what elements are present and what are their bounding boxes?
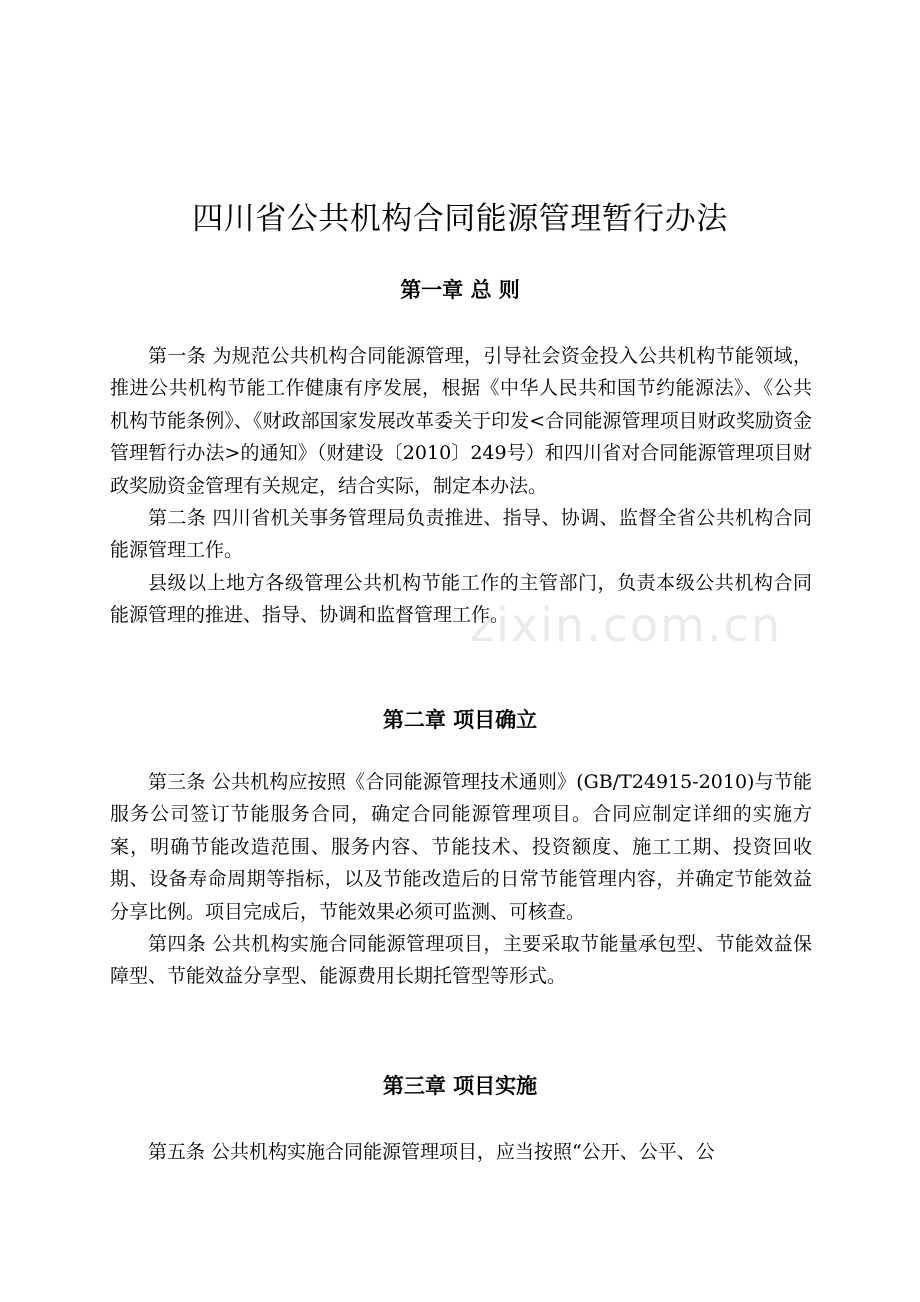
watermark: zixin.com.cn	[470, 598, 783, 652]
article-5: 第五条 公共机构实施合同能源管理项目，应当按照“公开、公平、公	[148, 1141, 715, 1163]
document-title: 四川省公共机构合同能源管理暂行办法	[192, 201, 728, 237]
chapter-1-body	[110, 340, 812, 632]
article-4: 第四条 公共机构实施合同能源管理项目，主要采取节能量承包型、节能效益保障型、节能效益分享型、能源费用长期托管型等形式。	[110, 933, 812, 988]
article-2-para-2: 县级以上地方各级管理公共机构节能工作的主管部门，负责本级公共机构合同能源管理的推进、指导、协调和监督管理工作。	[110, 571, 812, 627]
article-2: 第二条 四川省机关事务管理局负责推进、指导、协调、监督全省公共机构合同能源管理工作。	[110, 507, 812, 562]
chapter-3-heading: 第三章 项目实施	[382, 1074, 538, 1098]
article-1: 第一条 为规范公共机构合同能源管理，引导社会资金投入公共机构节能领域，推进公共机构节能工作健康有序发展，根据《中华人民共和国节约能源法》、《公共机构节能条例》、《财政部国家发展改革委关于印发<合同能源管理项目财政奖励资金管理暂行办法>的通知》（财建设〔2010〕249号）和四川省对合同能源管理项目财政奖励资金管理有关规定，结合实际，制定本办法。	[110, 345, 812, 497]
chapter-1-heading: 第一章 总 则	[400, 278, 520, 302]
chapter-3-body	[110, 1136, 812, 1168]
article-3: 第三条 公共机构应按照《合同能源管理技术通则》(GB/T24915-2010)与节能服务公司签订节能服务合同，确定合同能源管理项目。合同应制定详细的实施方案，明确节能改造范围、服务内容、节能技术、投资额度、施工工期、投资回收期、设备寿命周期等指标，以及节能改造后的日常节能管理内容，并确定节能效益分享比例。项目完成后，节能效果必须可监测、可核查。	[110, 771, 812, 923]
chapter-2-heading: 第二章 项目确立	[382, 708, 538, 732]
chapter-2-body	[110, 766, 812, 993]
